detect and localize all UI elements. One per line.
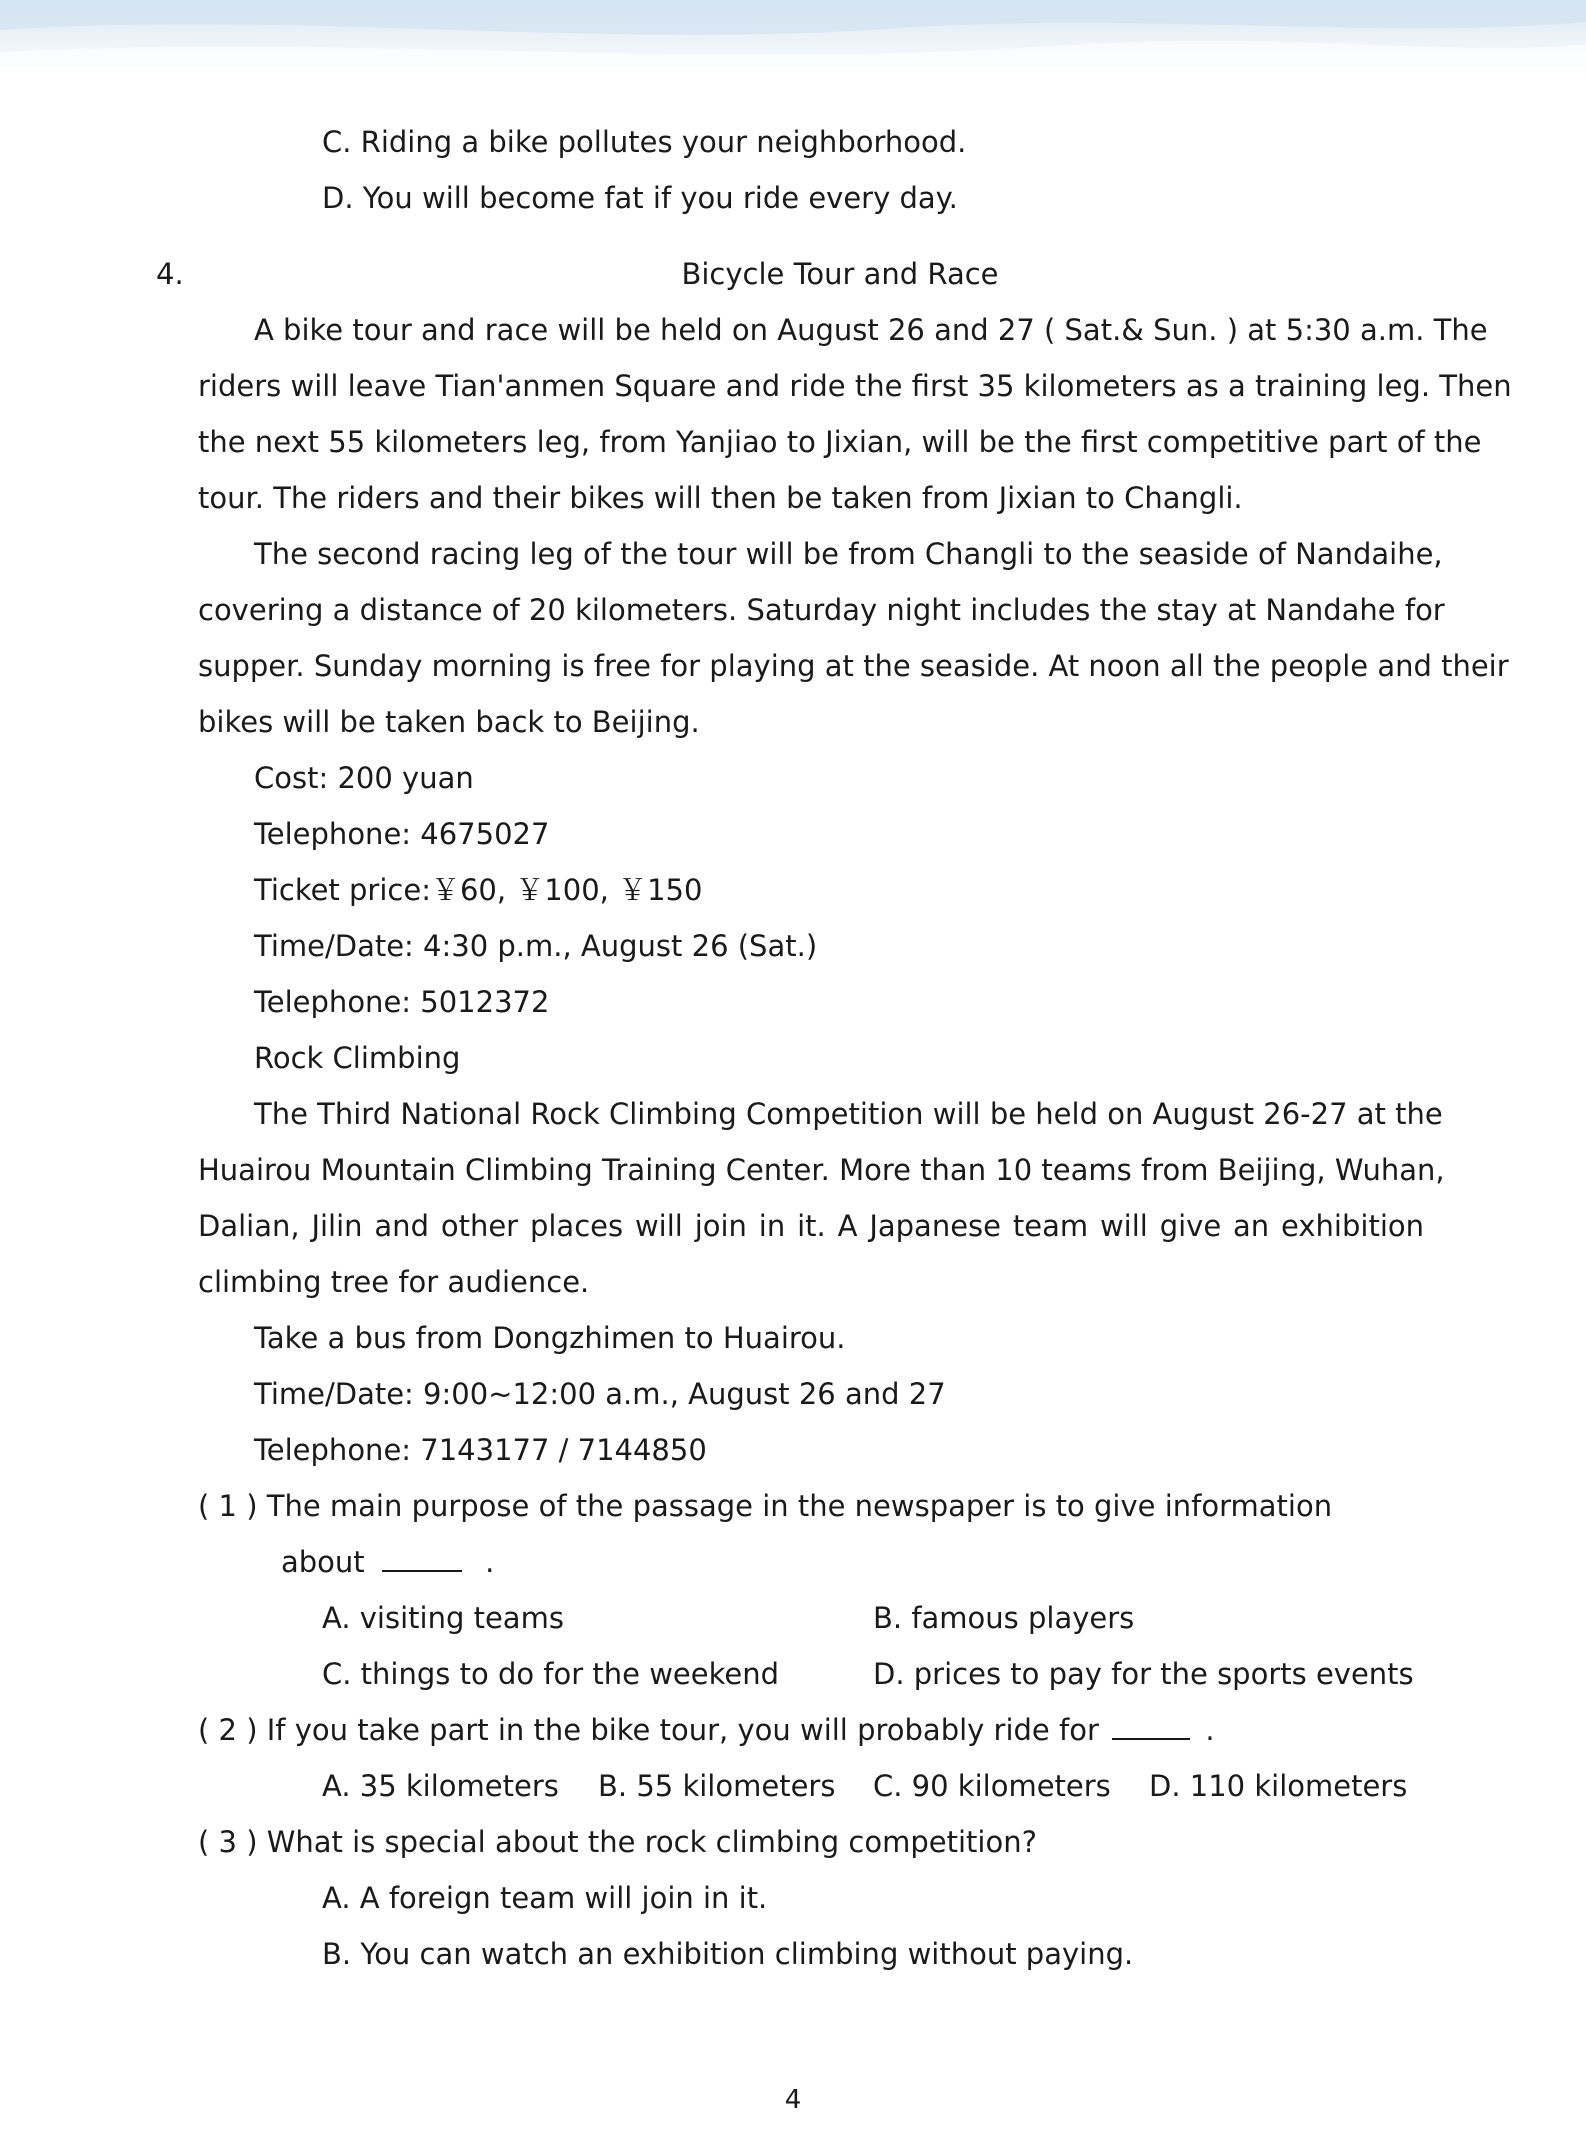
paragraph2-line: supper. Sunday morning is free for playing at the seaside. At noon all the people and their [198, 649, 1509, 683]
header-decoration [0, 0, 1586, 78]
paragraph3-line: climbing tree for audience. [198, 1265, 590, 1299]
paragraph1-line: A bike tour and race will be held on August 26 and 27 ( Sat.& Sun. ) at 5:30 a.m. The [254, 313, 1488, 347]
q1-cont: about [281, 1545, 365, 1579]
q1-end: . [485, 1545, 495, 1579]
q2-end: . [1205, 1713, 1215, 1747]
q2-option-a[interactable]: A. 35 kilometers [322, 1769, 559, 1803]
time-date-line: Time/Date: 4:30 p.m., August 26 (Sat.) [254, 929, 818, 963]
question-number: 4. [156, 257, 184, 291]
paragraph3-line: Huairou Mountain Climbing Training Center. More than 10 teams from Beijing, Wuhan, [198, 1153, 1445, 1187]
q3-option-a[interactable]: A. A foreign team will join in it. [322, 1881, 768, 1915]
header-wave [0, 0, 1586, 78]
paragraph3-line: The Third National Rock Climbing Competition will be held on August 26-27 at the [254, 1097, 1443, 1131]
section-heading: Rock Climbing [254, 1041, 461, 1075]
telephone-line: Telephone: 7143177 / 7144850 [254, 1433, 707, 1467]
q1-option-c[interactable]: C. things to do for the weekend [322, 1657, 780, 1691]
time-date-line: Time/Date: 9:00~12:00 a.m., August 26 and 27 [254, 1377, 946, 1411]
paragraph1-line: riders will leave Tian'anmen Square and ride the first 35 kilometers as a training leg. Then [198, 369, 1512, 403]
paragraph2-line: The second racing leg of the tour will be from Changli to the seaside of Nandaihe, [254, 537, 1443, 571]
paragraph2-line: bikes will be taken back to Beijing. [198, 705, 700, 739]
paragraph2-line: covering a distance of 20 kilometers. Saturday night includes the stay at Nandahe for [198, 593, 1445, 627]
q3-stem [198, 1822, 1037, 1862]
q3-number: ( 3 ) [198, 1825, 258, 1859]
paragraph1-line: tour. The riders and their bikes will then be taken from Jixian to Changli. [198, 481, 1243, 515]
q2-number: ( 2 ) [198, 1713, 258, 1747]
bus-info-line: Take a bus from Dongzhimen to Huairou. [254, 1321, 846, 1355]
ticket-price-line: Ticket price:￥60, ￥100, ￥150 [254, 873, 703, 907]
option-d-prev: D. You will become fat if you ride every day. [322, 181, 958, 215]
q2-stem [198, 1710, 1215, 1750]
answer-blank[interactable] [1112, 1738, 1190, 1740]
paragraph1-line: the next 55 kilometers leg, from Yanjiao to Jixian, will be the first competitive part of the [198, 425, 1482, 459]
q3-option-b[interactable]: B. You can watch an exhibition climbing without paying. [322, 1937, 1134, 1971]
answer-blank[interactable] [382, 1570, 462, 1572]
q1-stem [198, 1486, 1332, 1526]
q1-stem-cont [281, 1542, 494, 1582]
option-c-prev: C. Riding a bike pollutes your neighborhood. [322, 125, 967, 159]
cost-line: Cost: 200 yuan [254, 761, 474, 795]
page-number: 4 [784, 2085, 802, 2115]
q1-option-a[interactable]: A. visiting teams [322, 1601, 564, 1635]
telephone-line: Telephone: 4675027 [254, 817, 550, 851]
q2-option-d[interactable]: D. 110 kilometers [1149, 1769, 1408, 1803]
q3-text: What is special about the rock climbing competition? [266, 1825, 1037, 1859]
q1-option-d[interactable]: D. prices to pay for the sports events [873, 1657, 1414, 1691]
q1-text: The main purpose of the passage in the newspaper is to give information [266, 1489, 1333, 1523]
telephone-line: Telephone: 5012372 [254, 985, 550, 1019]
paragraph3-line: Dalian, Jilin and other places will join in it. A Japanese team will give an exhibition [198, 1209, 1424, 1243]
q2-option-b[interactable]: B. 55 kilometers [598, 1769, 836, 1803]
q2-option-c[interactable]: C. 90 kilometers [873, 1769, 1111, 1803]
q2-text: If you take part in the bike tour, you will probably ride for [266, 1713, 1099, 1747]
q1-number: ( 1 ) [198, 1489, 258, 1523]
article-title: Bicycle Tour and Race [681, 257, 999, 291]
q1-option-b[interactable]: B. famous players [873, 1601, 1135, 1635]
